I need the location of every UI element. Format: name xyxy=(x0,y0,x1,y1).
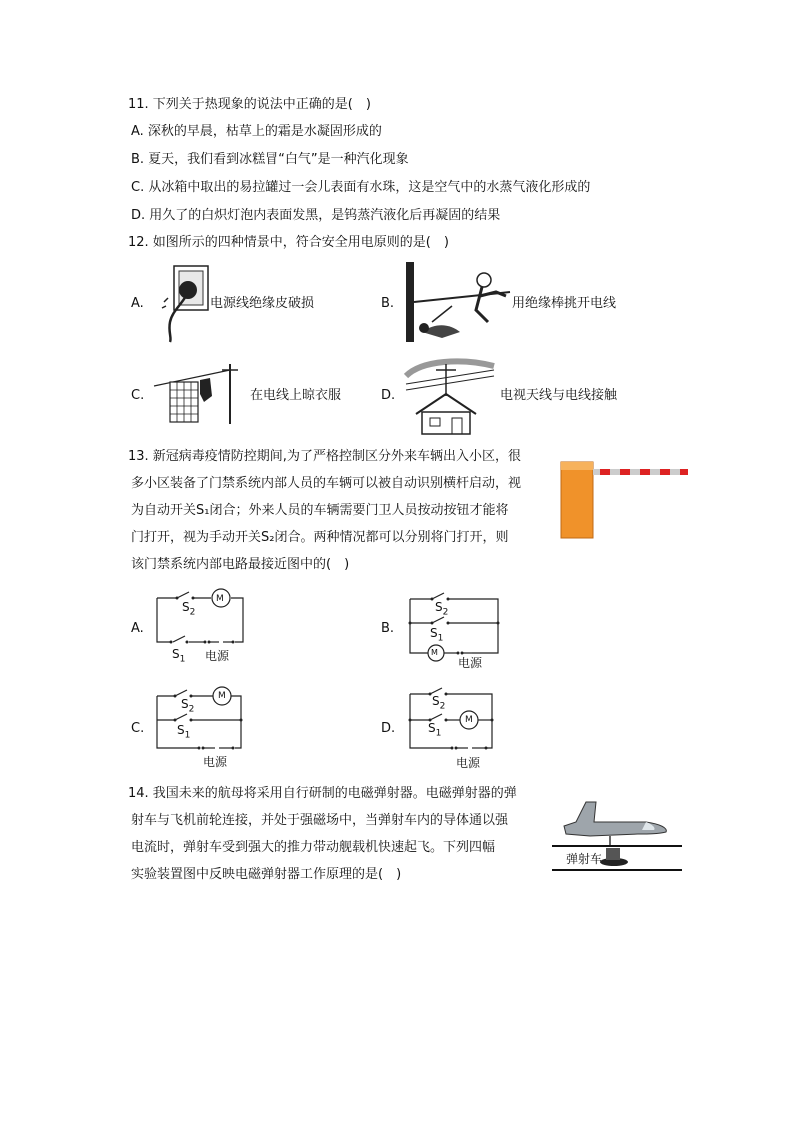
q11-stem: 11. 下列关于热现象的说法中正确的是( ) xyxy=(128,97,371,112)
circuit-a-s1-text: S xyxy=(172,647,180,661)
circuit-d-s1-label xyxy=(428,719,441,742)
circuit-a-s1-sub: 1 xyxy=(179,654,186,665)
insulated-rod-illustration xyxy=(402,262,512,344)
q13-line-4: 门打开，视为手动开关S₂闭合。两种情况都可以分别将门打开，则 xyxy=(131,530,509,545)
circuit-b-diagram xyxy=(408,593,503,663)
q12-option-b-letter: B. xyxy=(381,296,395,311)
circuit-c-s1-text: S xyxy=(177,723,185,737)
q11-option-a: A. 深秋的早晨，枯草上的霜是水凝固形成的 xyxy=(131,124,382,139)
circuit-c-s1-sub: 1 xyxy=(184,730,191,741)
q13-line-5: 该门禁系统内部电路最接近图中的( ) xyxy=(131,557,350,572)
circuit-b-s2-sub: 2 xyxy=(442,607,449,618)
circuit-a-power-label: 电源 xyxy=(205,649,230,663)
q13-option-c-letter: C. xyxy=(131,721,145,736)
circuit-c-s2-sub: 2 xyxy=(188,704,195,715)
q11-option-d: D. 用久了的白炽灯泡内表面发黑，是钨蒸汽液化后再凝固的结果 xyxy=(131,208,501,223)
circuit-d-s1-text: S xyxy=(428,721,436,735)
circuit-c-diagram xyxy=(155,688,250,758)
circuit-a-s2-label xyxy=(182,598,195,621)
q14-line-1: 14. 我国未来的航母将采用自行研制的电磁弹射器。电磁弹射器的弹 xyxy=(128,786,517,801)
q13-line-3: 为自动开关S₁闭合；外来人员的车辆需要门卫人员按动按钮才能将 xyxy=(131,503,509,518)
q12-option-a-caption: 电源线绝缘皮破损 xyxy=(210,296,315,311)
q11-option-b: B. 夏天，我们看到冰糕冒“白气”是一种汽化现象 xyxy=(131,152,409,167)
q12-option-c-caption: 在电线上晾衣服 xyxy=(250,388,342,403)
circuit-d-motor-label: M xyxy=(465,715,473,725)
catapult-label: 弹射车 xyxy=(566,852,603,866)
q12-option-d-letter: D. xyxy=(381,388,396,403)
circuit-c-power-label: 电源 xyxy=(203,755,228,769)
circuit-a-diagram xyxy=(155,590,250,660)
q12-stem: 12. 如图所示的四种情景中，符合安全用电原则的是( ) xyxy=(128,235,449,250)
q13-option-d-letter: D. xyxy=(381,721,396,736)
circuit-a-motor-label: M xyxy=(216,594,224,604)
circuit-a-s2-text: S xyxy=(182,600,190,614)
q13-option-b-letter: B. xyxy=(381,621,395,636)
q14-line-4: 实验装置图中反映电磁弹射器工作原理的是( ) xyxy=(131,867,402,882)
circuit-d-power-label: 电源 xyxy=(456,756,481,770)
q12-option-c-letter: C. xyxy=(131,388,145,403)
circuit-c-motor-label: M xyxy=(218,691,226,701)
circuit-d-s2-label xyxy=(432,692,445,715)
q12-option-b-caption: 用绝缘棒挑开电线 xyxy=(512,296,617,311)
circuit-a-s1-label xyxy=(172,645,185,668)
circuit-b-s1-label xyxy=(430,624,443,647)
circuit-b-s2-label xyxy=(435,598,448,621)
clothes-on-wire-illustration xyxy=(150,362,250,426)
circuit-b-power-label: 电源 xyxy=(458,656,483,670)
circuit-d-s2-sub: 2 xyxy=(439,701,446,712)
q14-line-3: 电流时，弹射车受到强大的推力带动舰载机快速起飞。下列四幅 xyxy=(131,840,496,855)
barrier-gate-illustration xyxy=(556,456,690,540)
circuit-c-s1-label xyxy=(177,721,190,744)
damaged-plug-illustration xyxy=(150,262,212,344)
q13-line-2: 多小区装备了门禁系统内部人员的车辆可以被自动识别横杆启动，视 xyxy=(131,476,522,491)
circuit-b-s1-text: S xyxy=(430,626,438,640)
q12-option-a-letter: A. xyxy=(131,296,144,311)
q11-option-c: C. 从冰箱中取出的易拉罐过一会儿表面有水珠，这是空气中的水蒸气液化形成的 xyxy=(131,180,591,195)
circuit-d-s1-sub: 1 xyxy=(435,728,442,739)
circuit-c-s2-text: S xyxy=(181,697,189,711)
q13-option-a-letter: A. xyxy=(131,621,144,636)
circuit-b-s2-text: S xyxy=(435,600,443,614)
circuit-d-diagram xyxy=(408,688,503,760)
antenna-house-illustration xyxy=(402,356,498,436)
q13-line-1: 13. 新冠病毒疫情防控期间,为了严格控制区分外来车辆出入小区，很 xyxy=(128,449,521,464)
circuit-d-s2-text: S xyxy=(432,694,440,708)
circuit-b-s1-sub: 1 xyxy=(437,633,444,644)
q14-line-2: 射车与飞机前轮连接，并处于强磁场中，当弹射车内的导体通以强 xyxy=(131,813,509,828)
circuit-a-s2-sub: 2 xyxy=(189,607,196,618)
circuit-c-s2-label xyxy=(181,695,194,718)
circuit-b-motor-label: M xyxy=(431,648,438,657)
q12-option-d-caption: 电视天线与电线接触 xyxy=(500,388,618,403)
